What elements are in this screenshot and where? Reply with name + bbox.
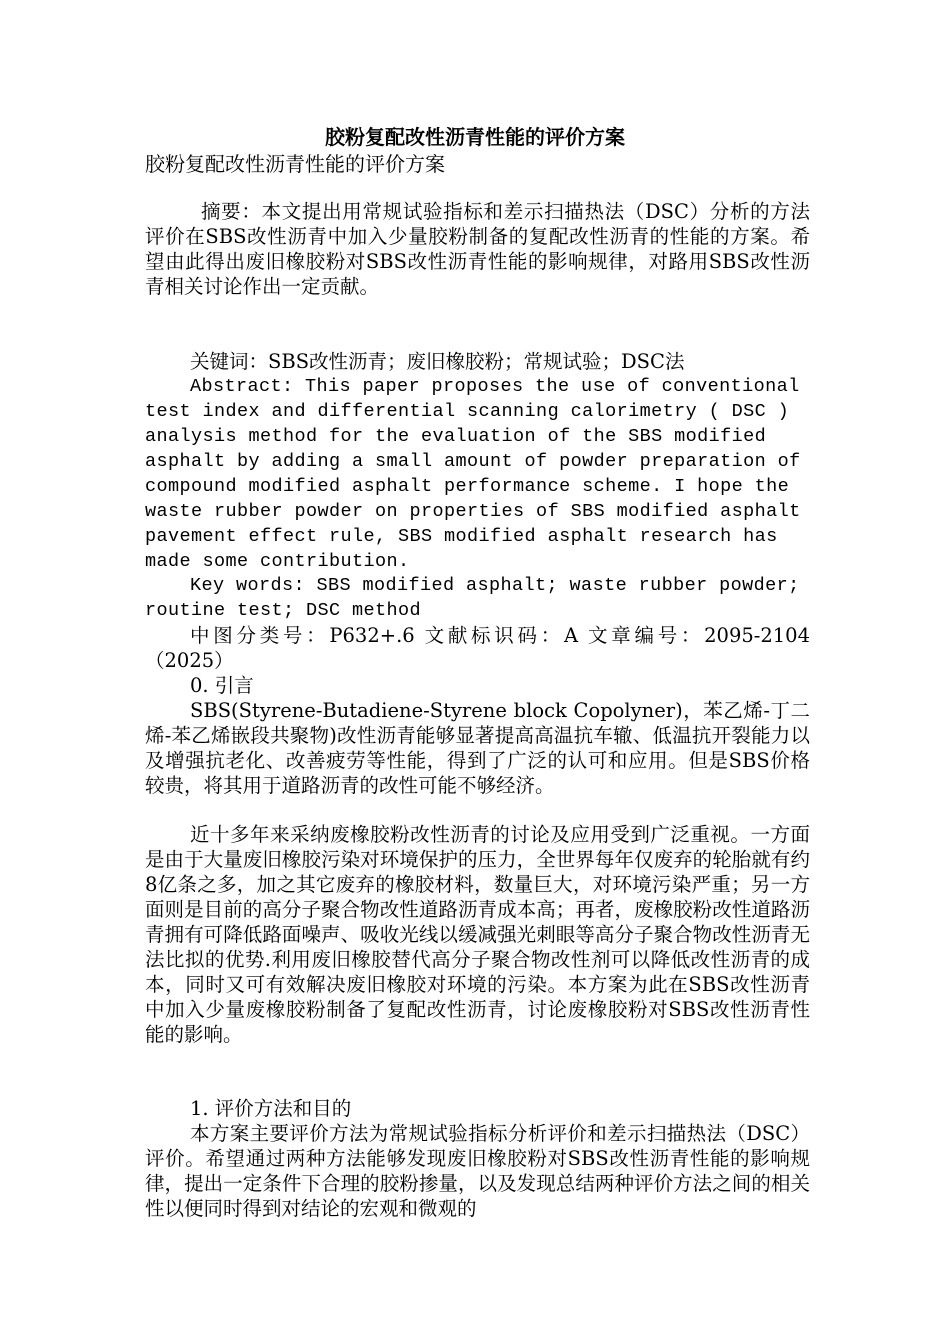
document-title: 胶粉复配改性沥青性能的评价方案 bbox=[325, 125, 625, 149]
keywords-en: Key words: SBS modified asphalt; waste rubber powder; routine test; DSC method bbox=[145, 575, 800, 621]
section-0-heading: 0. 引言 bbox=[190, 674, 254, 697]
keywords-cn: 关键词：SBS改性沥青；废旧橡胶粉；常规试验；DSC法 bbox=[190, 350, 685, 373]
abstract-en: Abstract: This paper proposes the use of conventional test index and differential scanning calorimetry ( DSC ) analysis method for the evaluation of the SBS modified asphalt by adding a small amount of powder preparation of compound modified asphalt performance scheme. I hope the waste rubber powder on properties of SBS modified asphalt pavement effect rule, SBS modified asphalt research has made some contribution. bbox=[145, 376, 801, 572]
section-0-paragraph-2: 近十多年来采纳废橡胶粉改性沥青的讨论及应用受到广泛重视。一方面是由于大量废旧橡胶污染对环境保护的压力，全世界每年仅废弃的轮胎就有约8亿条之多，加之其它废弃的橡胶材料，数量巨大，对环境污染严重；另一方面则是目前的高分子聚合物改性道路沥青成本高；再者，废橡胶粉改性道路沥青拥有可降低路面噪声、吸收光线以缓减强光刺眼等高分子聚合物改性沥青无法比拟的优势.利用废旧橡胶替代高分子聚合物改性剂可以降低改性沥青的成本，同时又可有效解决废旧橡胶对环境的污染。本方案为此在SBS改性沥青中加入少量废橡胶粉制备了复配改性沥青，讨论废橡胶粉对SBS改性沥青性能的影响。 bbox=[145, 823, 810, 1046]
document-subtitle: 胶粉复配改性沥青性能的评价方案 bbox=[145, 152, 445, 176]
section-1-heading: 1. 评价方法和目的 bbox=[190, 1097, 352, 1120]
section-1-paragraph-1: 本方案主要评价方法为常规试验指标分析评价和差示扫描热法（DSC）评价。希望通过两种方法能够发现废旧橡胶粉对SBS改性沥青性能的影响规律，提出一定条件下合理的胶粉掺量，以及发现总结两种评价方法之间的相关性以便同时得到对结论的宏观和微观的 bbox=[145, 1122, 810, 1220]
section-0-paragraph-1: SBS(Styrene-Butadiene-Styrene block Copolyner)，苯乙烯-丁二烯-苯乙烯嵌段共聚物)改性沥青能够显著提高高温抗车辙、低温抗开裂能力以及增强抗老化、改善疲劳等性能，得到了广泛的认可和应用。但是SBS价格较贵，将其用于道路沥青的改性可能不够经济。 bbox=[145, 699, 810, 797]
abstract-cn: 摘要：本文提出用常规试验指标和差示扫描热法（DSC）分析的方法评价在SBS改性沥青中加入少量胶粉制备的复配改性沥青的性能的方案。希望由此得出废旧橡胶粉对SBS改性沥青性能的影响规律，对路用SBS改性沥青相关讨论作出一定贡献。 bbox=[145, 200, 810, 298]
classification-line: 中图分类号：P632+.6 文献标识码：A 文章编号：2095-2104（2025） bbox=[145, 624, 810, 672]
